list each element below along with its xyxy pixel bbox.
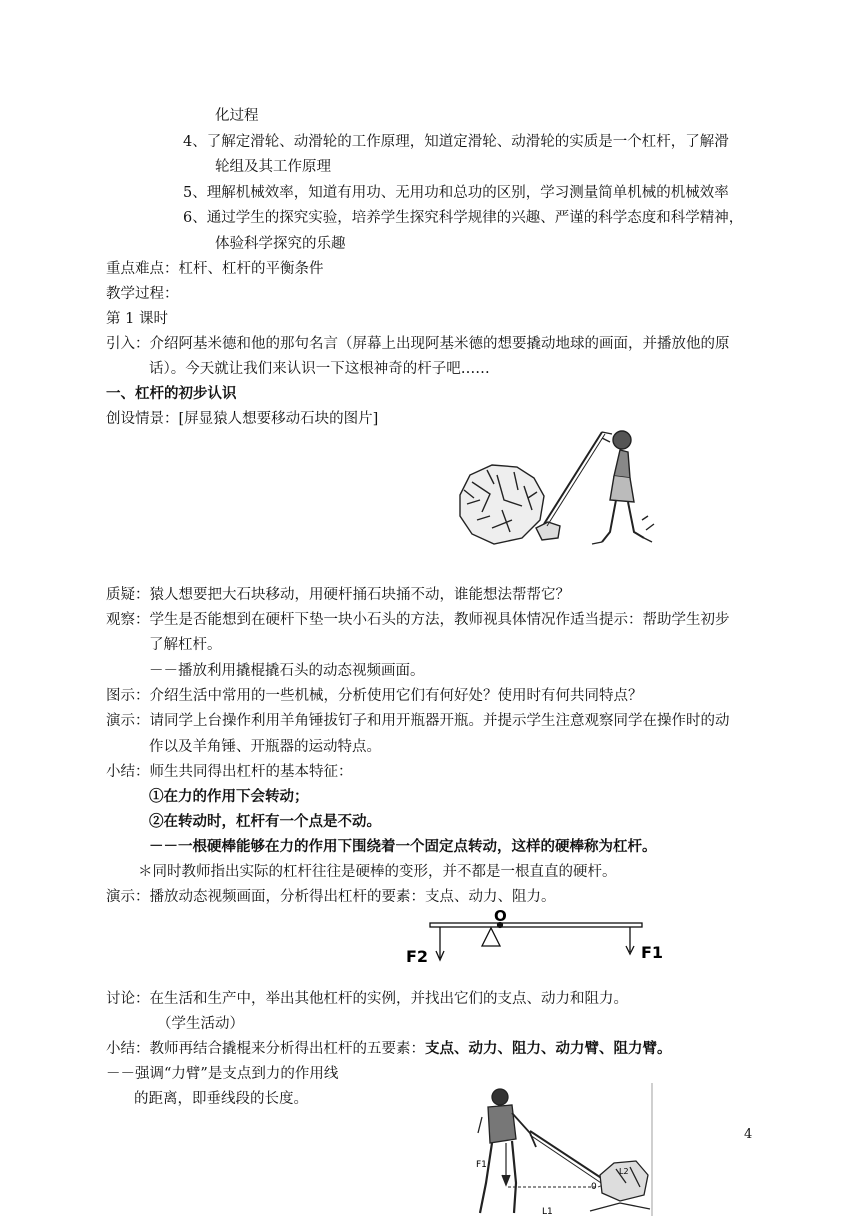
observation-text: 观察：学生是否能想到在硬杆下垫一块小石头的方法，教师视具体情况作适当提示：帮助学生初步 <box>106 612 730 628</box>
arm-emphasis: －－强调“力臂”是支点到力的作用线 <box>106 1066 339 1082</box>
text-line: 化过程 <box>215 108 259 124</box>
five-elements: 支点、动力、阻力、动力臂、阻力臂。 <box>425 1040 672 1057</box>
summary-five-elements <box>106 1039 672 1059</box>
note-text: ＊同时教师指出实际的杠杆往往是硬棒的变形，并不都是一根直直的硬杆。 <box>138 864 617 880</box>
lesson-heading: 第 1 课时 <box>106 311 168 327</box>
section-heading: 一、杠杆的初步认识 <box>106 385 237 402</box>
caveman-rock-illustration <box>452 420 670 554</box>
crowbar-l1-label: L1 <box>542 1207 553 1216</box>
objective-5: 5、理解机械效率，知道有用功、无用功和总功的区别，学习测量简单机械的机械效率 <box>183 185 729 201</box>
summary-text: 小结：师生共同得出杠杆的基本特征： <box>106 764 353 780</box>
teaching-process: 教学过程： <box>106 286 179 302</box>
crowbar-l2-label: L2 <box>619 1167 629 1176</box>
lever-definition: －－一根硬棒能够在力的作用下围绕着一个固定点转动，这样的硬棒称为杠杆。 <box>149 838 657 855</box>
crowbar-fulcrum-label: 0 <box>591 1182 597 1192</box>
video-note: －－播放利用撬棍撬石头的动态视频画面。 <box>149 663 425 679</box>
text-line: 体验科学探究的乐趣 <box>215 236 346 252</box>
fulcrum-label: O <box>494 907 507 925</box>
text-line: 话）。今天就让我们来认识一下这根神奇的杆子吧…… <box>149 361 490 377</box>
key-points: 重点难点：杠杆、杠杆的平衡条件 <box>106 261 324 277</box>
student-activity: （学生活动） <box>157 1016 244 1032</box>
text-line: 的距离，即垂线段的长度。 <box>134 1091 308 1107</box>
objective-6: 6、通过学生的探究实验，培养学生探究科学规律的兴趣、严谨的科学态度和科学精神， <box>183 210 744 226</box>
objective-4: 4、了解定滑轮、动滑轮的工作原理，知道定滑轮、动滑轮的实质是一个杠杆，了解滑 <box>183 134 729 150</box>
text-line: 了解杠杆。 <box>149 637 222 653</box>
scenario-text: 创设情景：[屏显猿人想要移动石块的图片] <box>106 411 379 427</box>
lever-diagram <box>400 906 670 968</box>
crowbar-illustration <box>470 1083 660 1216</box>
feature-2: ②在转动时，杠杆有一个点是不动。 <box>149 813 381 830</box>
summary-prefix: 小结：教师再结合撬棍来分析得出杠杆的五要素： <box>106 1041 425 1057</box>
question-text: 质疑：猿人想要把大石块移动，用硬杆捅石块捅不动，谁能想法帮帮它？ <box>106 587 570 603</box>
demo-text: 演示：请同学上台操作利用羊角锤拔钉子和用开瓶器开瓶。并提示学生注意观察同学在操作时的动 <box>106 713 730 729</box>
demo-text-2: 演示：播放动态视频画面，分析得出杠杆的要素：支点、动力、阻力。 <box>106 889 556 905</box>
intro-text: 引入：介绍阿基米德和他的那句名言（屏幕上出现阿基米德的想要撬动地球的画面，并播放他的原 <box>106 336 730 352</box>
page-number: 4 <box>744 1127 753 1142</box>
force-f1-label: F1 <box>641 943 664 962</box>
discussion-text: 讨论：在生活和生产中，举出其他杠杆的实例，并找出它们的支点、动力和阻力。 <box>106 991 628 1007</box>
diagram-text: 图示：介绍生活中常用的一些机械，分析使用它们有何好处？使用时有何共同特点？ <box>106 688 643 704</box>
feature-1: ①在力的作用下会转动； <box>149 788 309 805</box>
crowbar-f1-label: F1 <box>476 1160 487 1170</box>
text-line: 作以及羊角锤、开瓶器的运动特点。 <box>149 739 381 755</box>
text-line: 轮组及其工作原理 <box>215 159 331 175</box>
force-f2-label: F2 <box>406 947 429 966</box>
